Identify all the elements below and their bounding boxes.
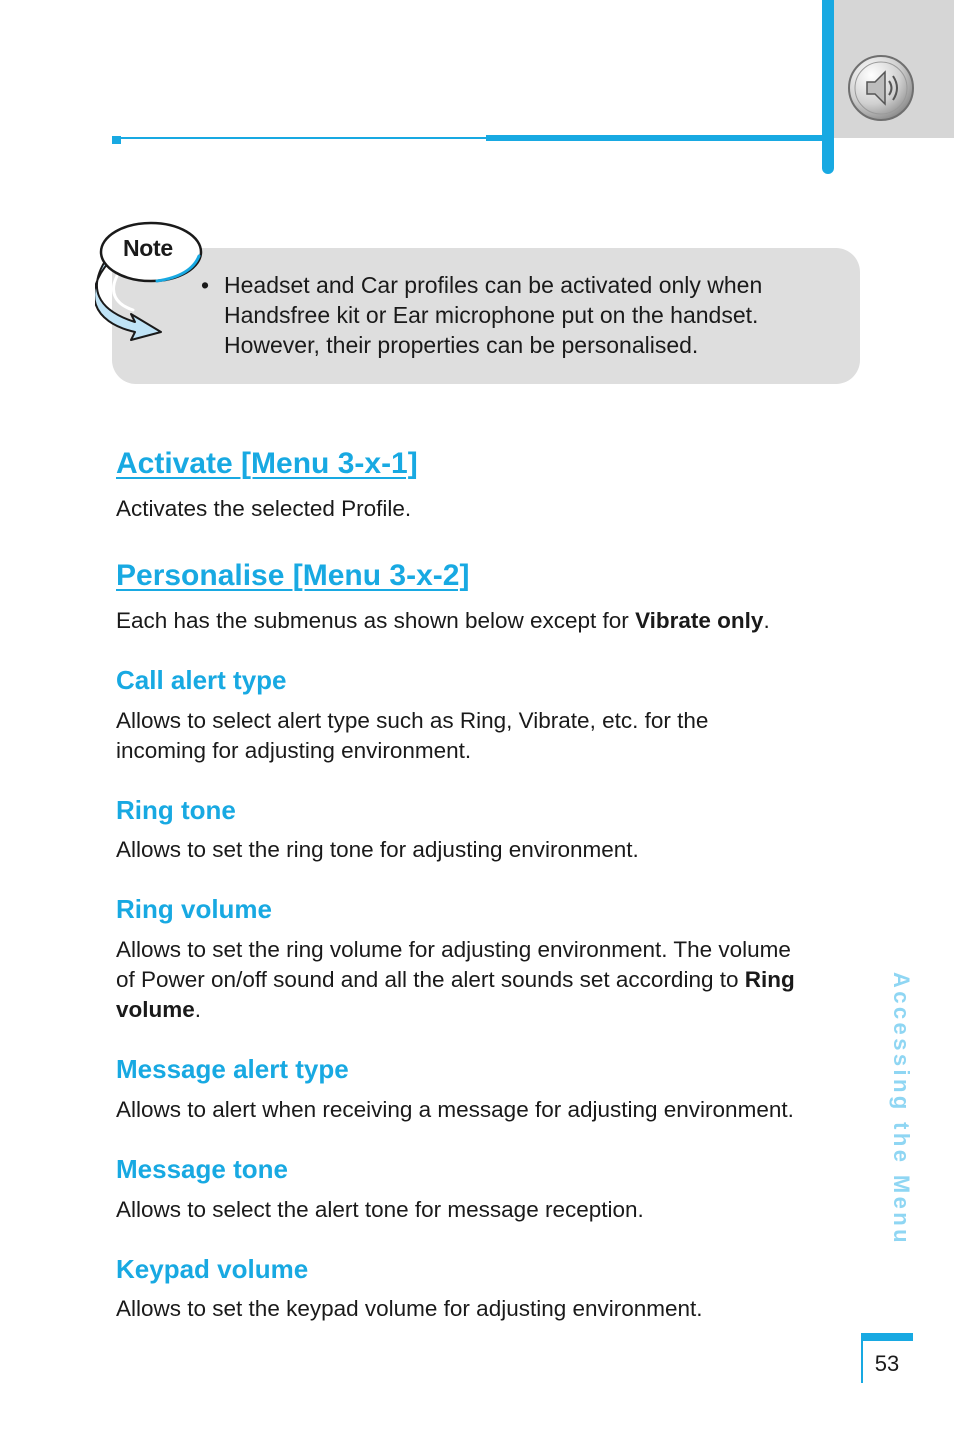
ring-volume-line (116, 965, 862, 995)
personalise-text-bold: Vibrate only (635, 608, 764, 633)
message-tone-text: Allows to select the alert tone for message reception. (116, 1197, 644, 1222)
ring-volume-line-start: of Power on/off sound and all the alert sounds set according to (116, 967, 745, 992)
ring-volume-text (116, 935, 862, 1025)
call-alert-text (116, 706, 862, 766)
note-bullet: • (201, 272, 210, 298)
personalise-text-end: . (763, 608, 770, 633)
personalise-text (116, 606, 862, 636)
ring-volume-bold: volume (116, 997, 195, 1022)
ring-volume-bold: Ring (744, 967, 795, 992)
message-alert-heading: Message alert type (116, 1054, 349, 1084)
header-dot (112, 136, 121, 144)
page-number-bar (861, 1333, 913, 1341)
page-number: 53 (874, 1351, 900, 1376)
note-line: However, their properties can be personalised. (224, 332, 699, 358)
activate-heading: Activate [Menu 3-x-1] (116, 447, 418, 480)
keypad-volume-text: Allows to set the keypad volume for adjusting environment. (116, 1296, 703, 1321)
personalise-heading: Personalise [Menu 3-x-2] (116, 559, 470, 592)
message-alert-text: Allows to alert when receiving a message for adjusting environment. (116, 1097, 794, 1122)
speaker-icon (847, 54, 915, 122)
call-alert-line: incoming for adjusting environment. (116, 738, 472, 763)
keypad-volume-heading: Keypad volume (116, 1254, 309, 1284)
call-alert-heading: Call alert type (116, 665, 287, 695)
ring-volume-heading: Ring volume (116, 894, 273, 924)
corner-bar (822, 0, 834, 174)
ring-volume-line: Allows to set the ring volume for adjusting environment. The volume (116, 937, 791, 962)
note-text (224, 270, 844, 360)
ring-tone-heading: Ring tone (116, 795, 236, 825)
ring-tone-text: Allows to set the ring tone for adjusting environment. (116, 837, 639, 862)
note-label: Note (123, 235, 173, 261)
activate-text: Activates the selected Profile. (116, 496, 412, 521)
header-rule-bold (486, 135, 822, 141)
ring-volume-line (116, 995, 862, 1025)
note-line: Headset and Car profiles can be activated only when (224, 272, 763, 298)
section-side-label: Accessing the Menu (889, 972, 914, 1246)
ring-volume-line-end: . (194, 997, 202, 1022)
call-alert-line: Allows to select alert type such as Ring, Vibrate, etc. for the (116, 708, 709, 733)
personalise-text-start: Each has the submenus as shown below except for (116, 608, 636, 633)
note-line: Handsfree kit or Ear microphone put on the handset. (224, 302, 759, 328)
header-rule (121, 137, 486, 139)
message-tone-heading: Message tone (116, 1154, 288, 1184)
